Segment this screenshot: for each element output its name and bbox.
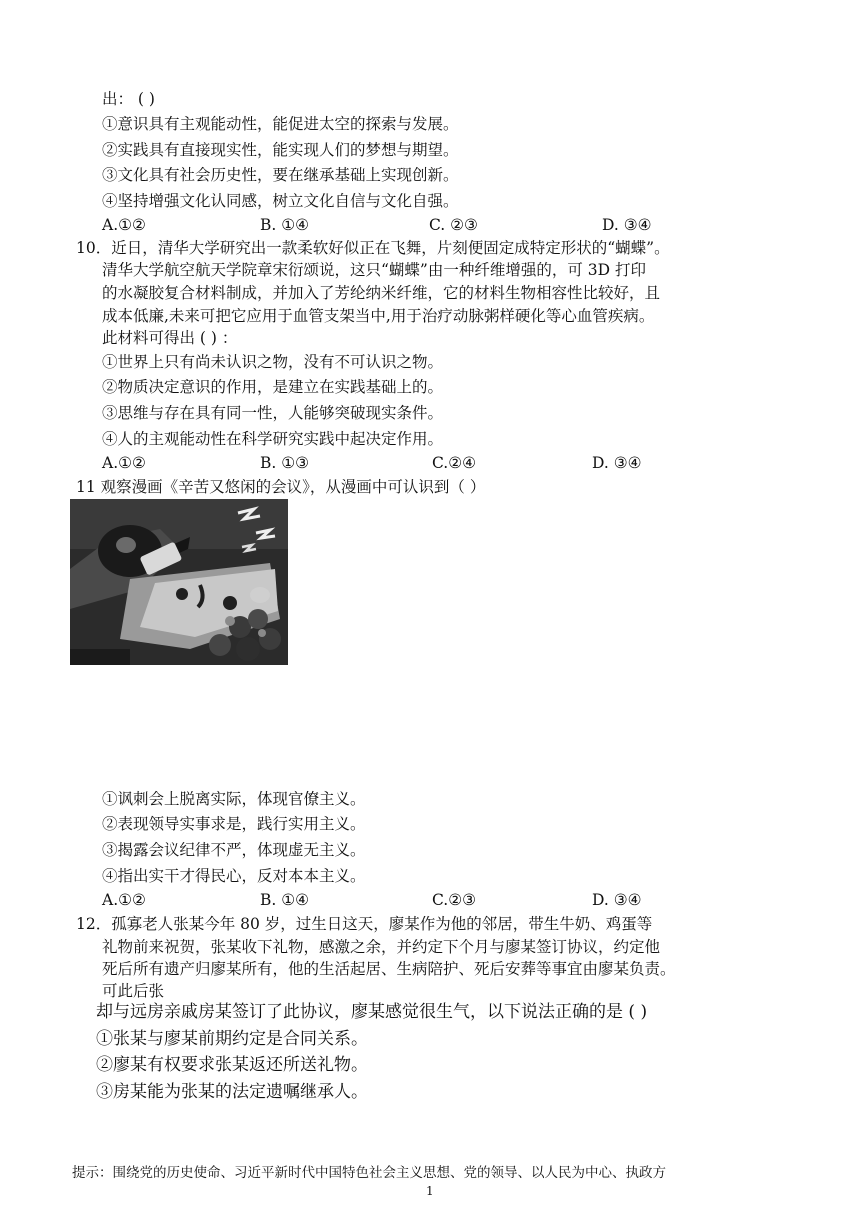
footer-hint: 提示：围绕党的历史使命、习近平新时代中国特色社会主义思想、党的领导、以人民为中心、执政方 xyxy=(72,1165,666,1181)
q9-option-b[interactable]: B. ①④ xyxy=(260,216,310,234)
q10-option-a[interactable]: A.①② xyxy=(102,454,146,472)
q9-statement-4: ④坚持增强文化认同感，树立文化自信与文化自强。 xyxy=(102,192,459,210)
q11-option-b[interactable]: B. ①④ xyxy=(260,891,310,909)
q11-option-d[interactable]: D. ③④ xyxy=(592,891,642,909)
q12-stem-line-5: 却与远房亲戚房某签订了此协议，廖某感觉很生气，以下说法正确的是 ( ) xyxy=(96,1002,648,1022)
q12-statement-1: ①张某与廖某前期约定是合同关系。 xyxy=(96,1029,368,1049)
q10-statement-4: ④人的主观能动性在科学研究实践中起决定作用。 xyxy=(102,430,444,448)
page-number: 1 xyxy=(426,1184,434,1198)
q12-stem-line-3: 死后所有遗产归廖某所有，他的生活起居、生病陪护、死后安葬等事宜由廖某负责。 xyxy=(102,960,676,978)
q10-option-d[interactable]: D. ③④ xyxy=(592,454,642,472)
q11-option-c[interactable]: C.②③ xyxy=(432,891,477,909)
q9-statement-3: ③文化具有社会历史性，要在继承基础上实现创新。 xyxy=(102,166,459,184)
q11-statement-1: ①讽刺会上脱离实际，体现官僚主义。 xyxy=(102,790,366,808)
q9-option-a[interactable]: A.①② xyxy=(102,216,146,234)
q10-stem-line-2: 清华大学航空航天学院章宋衍颂说，这只“蝴蝶”由一种纤维增强的，可 3D 打印 xyxy=(102,261,646,279)
q9-option-d[interactable]: D. ③④ xyxy=(602,216,652,234)
q9-stem-tail: 出： ( ) xyxy=(102,90,155,108)
q11-stem: 11 观察漫画《辛苦又悠闲的会议》，从漫画中可认识到（ ） xyxy=(76,478,486,496)
q11-statement-4: ④指出实干才得民心，反对本本主义。 xyxy=(102,867,366,885)
q11-option-a[interactable]: A.①② xyxy=(102,891,146,909)
q10-options xyxy=(102,452,702,474)
meeting-cartoon-image xyxy=(70,499,288,665)
q9-option-c[interactable]: C. ②③ xyxy=(429,216,478,234)
q12-statement-2: ②廖某有权要求张某返还所送礼物。 xyxy=(96,1055,368,1075)
q10-stem-line-3: 的水凝胶复合材料制成，并加入了芳纶纳米纤维，它的材料生物相容性比较好，且 xyxy=(102,284,661,302)
q10-stem-line-5: 此材料可得出 ( ) ： xyxy=(102,329,238,347)
q9-statement-2: ②实践具有直接现实性，能实现人们的梦想与期望。 xyxy=(102,141,459,159)
q10-statement-1: ①世界上只有尚未认识之物，没有不可认识之物。 xyxy=(102,353,444,371)
q10-stem-line-1: 10．近日，清华大学研究出一款柔软好似正在飞舞，片刻便固定成特定形状的“蝴蝶”。 xyxy=(76,239,670,257)
q10-statement-3: ③思维与存在具有同一性，人能够突破现实条件。 xyxy=(102,404,444,422)
q10-option-b[interactable]: B. ①③ xyxy=(260,454,310,472)
q10-statement-2: ②物质决定意识的作用，是建立在实践基础上的。 xyxy=(102,378,444,396)
q9-statement-1: ①意识具有主观能动性，能促进太空的探索与发展。 xyxy=(102,115,459,133)
q11-options xyxy=(102,889,702,911)
meeting-cartoon-drawing xyxy=(70,499,288,665)
q12-stem-line-2: 礼物前来祝贺，张某收下礼物，感激之余，并约定下个月与廖某签订协议，约定他 xyxy=(102,938,661,956)
q12-stem-line-1: 12．孤寡老人张某今年 80 岁，过生日这天，廖某作为他的邻居，带生牛奶、鸡蛋等 xyxy=(76,915,653,933)
q12-stem-line-4: 可此后张 xyxy=(102,982,165,1000)
q11-statement-2: ②表现领导实事求是，践行实用主义。 xyxy=(102,815,366,833)
q10-stem-line-4: 成本低廉,未来可把它应用于血管支架当中,用于治疗动脉粥样硬化等心血管疾病。 xyxy=(102,307,655,325)
q11-statement-3: ③揭露会议纪律不严，体现虚无主义。 xyxy=(102,841,366,859)
q12-statement-3: ③房某能为张某的法定遗嘱继承人。 xyxy=(96,1082,368,1102)
q10-option-c[interactable]: C.②④ xyxy=(432,454,477,472)
q9-options xyxy=(102,214,702,236)
